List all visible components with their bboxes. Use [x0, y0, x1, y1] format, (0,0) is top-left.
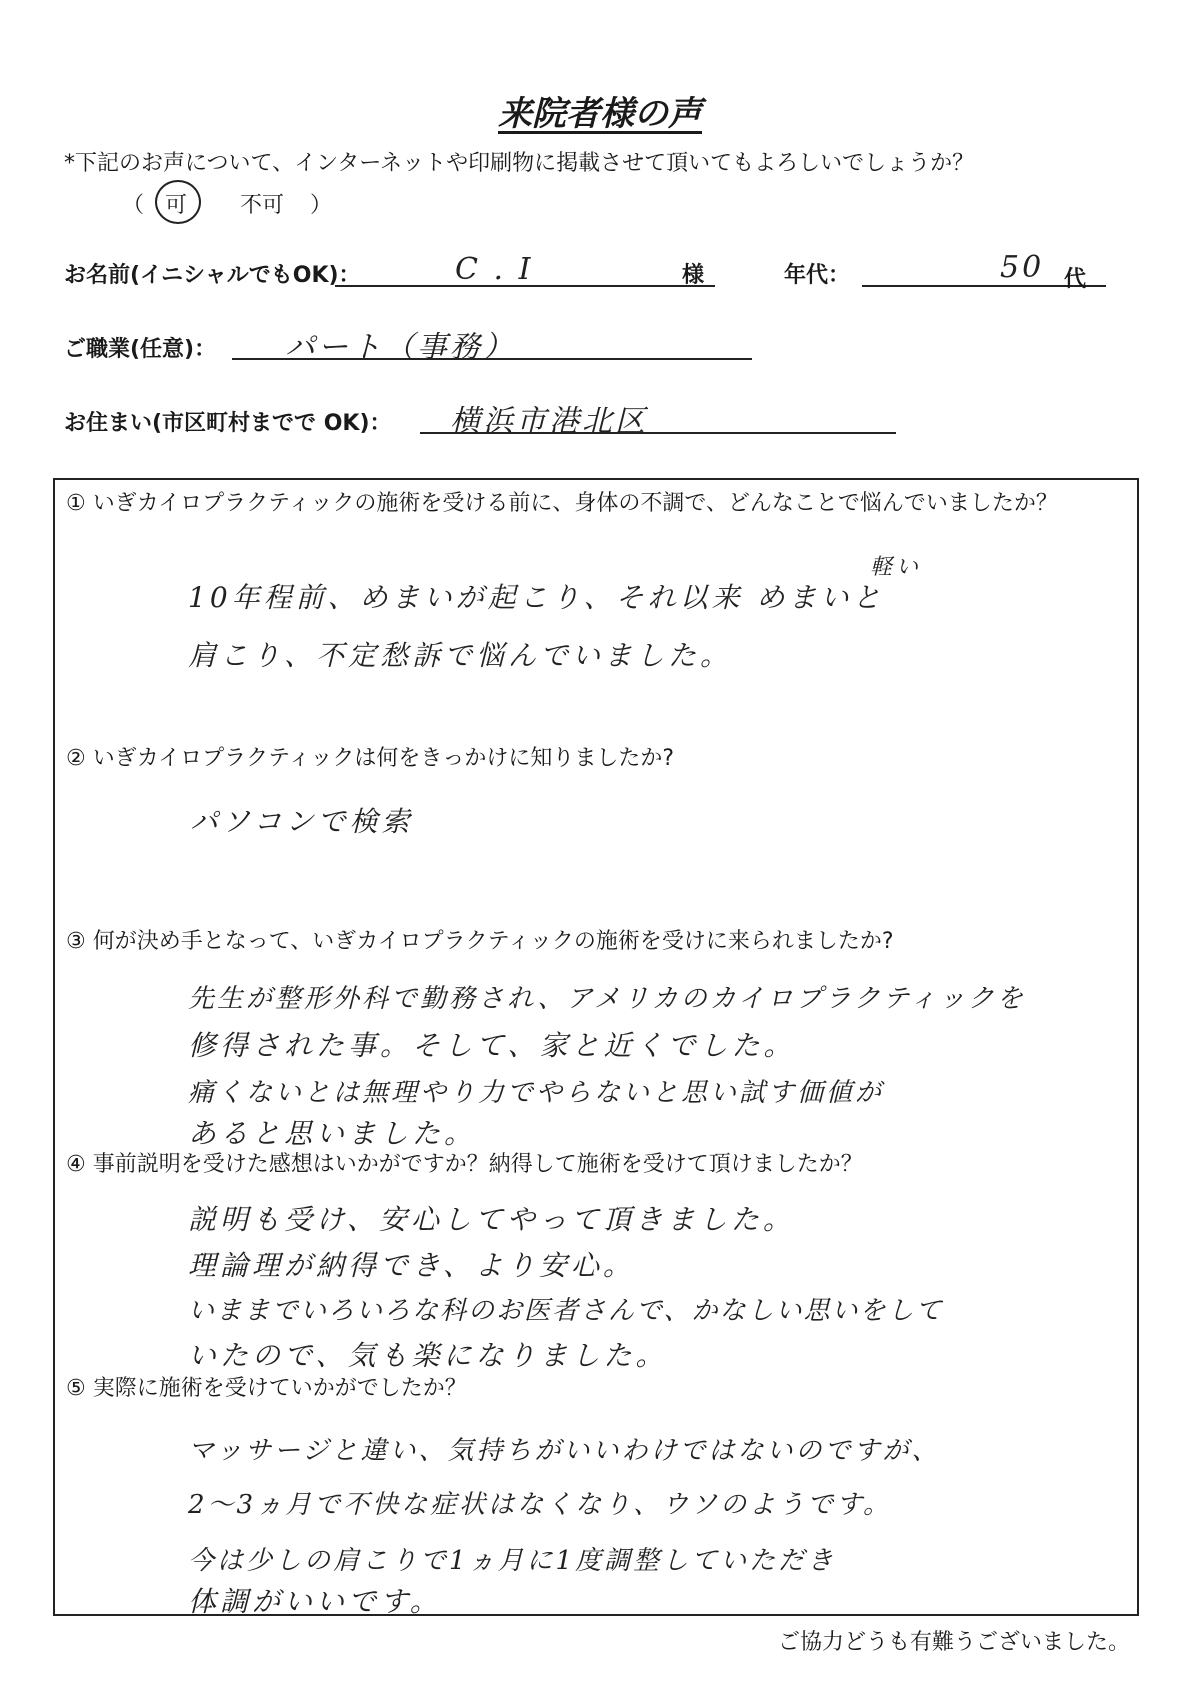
answer-3-line-2[interactable]: 修得された事。そして、家と近くでした。: [188, 1029, 796, 1062]
question-3-number: ③: [66, 929, 86, 954]
answer-1-line-1[interactable]: 10年程前、めまいが起こり、それ以来 めまいと: [188, 581, 885, 614]
question-2-number: ②: [66, 746, 86, 771]
address-label: お住まい(市区町村までで OK)：: [64, 411, 392, 436]
answer-1-note: 軽い: [870, 555, 923, 580]
answer-1-line-2[interactable]: 肩こり、不定愁訴で悩んでいました。: [188, 639, 733, 672]
consent-question: *下記のお声について、インターネットや印刷物に掲載させて頂いてもよろしいでしょうか？: [64, 151, 975, 176]
open-paren: （: [122, 193, 145, 218]
answer-3-line-3[interactable]: 痛くないとは無理やり力でやらないと思い試す価値が: [188, 1078, 885, 1108]
question-4-number: ④: [66, 1152, 86, 1177]
age-label: 年代：: [784, 263, 851, 288]
option-no[interactable]: 不可: [240, 193, 285, 218]
page-title: [0, 86, 1200, 135]
age-suffix: 代: [1064, 267, 1087, 292]
name-value[interactable]: C . I: [455, 252, 534, 287]
answer-3-line-1[interactable]: 先生が整形外科で勤務され、アメリカのカイロプラクティックを: [188, 984, 1026, 1014]
option-yes[interactable]: 可: [165, 193, 188, 218]
job-value[interactable]: パート（事務）: [285, 330, 516, 365]
answer-4-line-1[interactable]: 説明も受け、安心してやって頂きました。: [188, 1203, 795, 1236]
name-suffix: 様: [682, 263, 705, 288]
question-5-text: 実際に施術を受けていかがでしたか？: [92, 1376, 467, 1401]
name-label: お名前(イニシャルでもOK)：: [64, 263, 361, 288]
answer-2-line-1[interactable]: パソコンで検索: [190, 805, 414, 838]
answer-5-line-1[interactable]: マッサージと違い、気持ちがいいわけではないのですが、: [188, 1436, 941, 1466]
question-5-number: ⑤: [66, 1376, 86, 1401]
age-value[interactable]: 50: [1000, 250, 1045, 285]
thanks-message: ご協力どうも有難うございました。: [777, 1630, 1130, 1655]
answer-5-line-2[interactable]: 2～3ヵ月で不快な症状はなくなり、ウソのようです。: [188, 1490, 893, 1520]
question-5: [66, 1371, 1136, 1407]
question-1-text: いぎカイロプラクティックの施術を受ける前に、身体の不調で、どんなことで悩んでいましたか？: [92, 491, 1058, 516]
question-2-text: いぎカイロプラクティックは何をきっかけに知りましたか?: [92, 746, 674, 771]
question-2: [66, 741, 1136, 777]
answer-4-line-4[interactable]: いたので、気も楽になりました。: [188, 1339, 668, 1372]
answer-4-line-3[interactable]: いままでいろいろな科のお医者さんで、かなしい思いをして: [188, 1296, 944, 1326]
question-3: [66, 924, 1136, 960]
answer-3-line-4[interactable]: あると思いました。: [188, 1117, 477, 1150]
question-4-text: 事前説明を受けた感想はいかがですか？納得して施術を受けて頂けましたか？: [92, 1152, 863, 1177]
answer-5-line-3[interactable]: 今は少しの肩こりで1ヵ月に1度調整していただき: [188, 1546, 837, 1576]
job-label: ご職業(任意)：: [64, 337, 217, 362]
question-1-number: ①: [66, 491, 86, 516]
question-3-text: 何が決め手となって、いぎカイロプラクティックの施術を受けに来られましたか?: [92, 929, 894, 954]
answer-5-line-4[interactable]: 体調がいいです。: [188, 1585, 442, 1618]
close-paren: ）: [310, 193, 333, 218]
question-4: [66, 1147, 1136, 1183]
question-1: [66, 486, 1136, 522]
page-title-text: 来院者様の声: [498, 94, 702, 134]
address-value[interactable]: 横浜市港北区: [450, 404, 648, 439]
answer-4-line-2[interactable]: 理論理が納得でき、より安心。: [188, 1249, 635, 1282]
